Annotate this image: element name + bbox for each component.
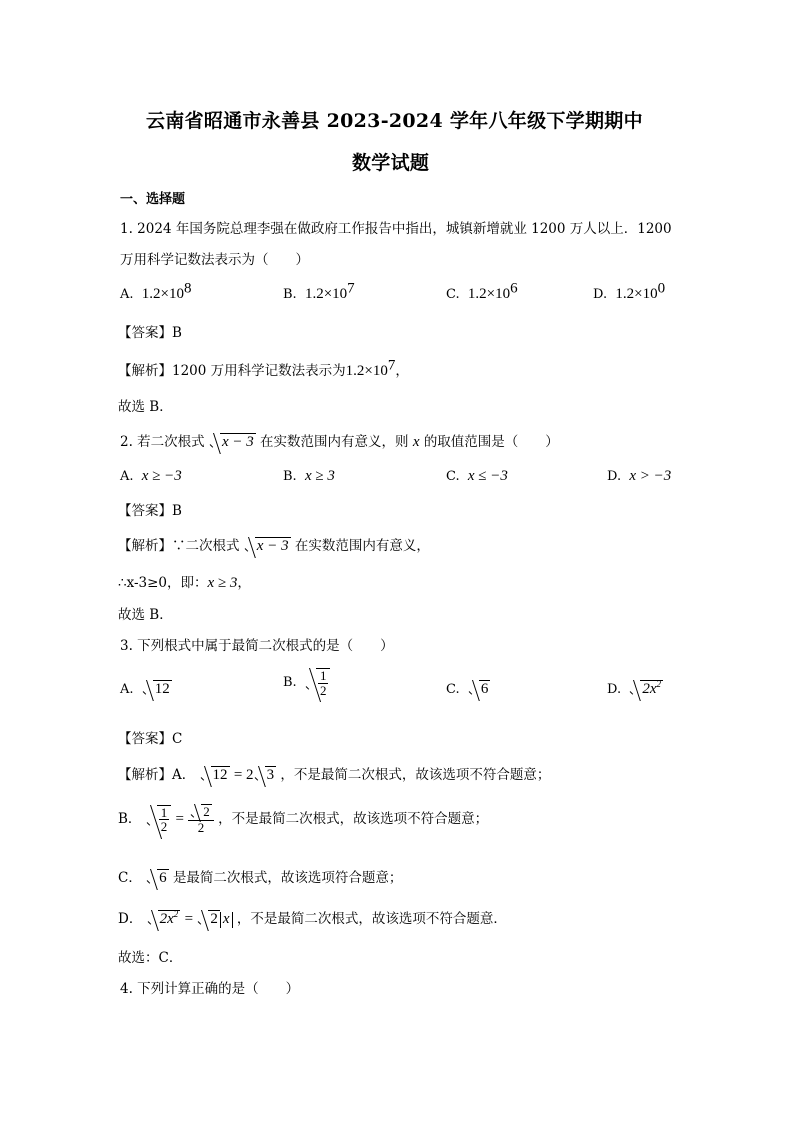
radicand: 6	[480, 681, 489, 697]
analysis-text: 【解析】∵二次根式	[118, 538, 240, 554]
analysis-text: 【解析】A．	[118, 767, 196, 783]
q1-analysis	[118, 359, 409, 380]
q1-option-b	[283, 280, 355, 303]
analysis-value: 1.2×10	[345, 363, 388, 379]
step-punct: ，	[237, 575, 251, 591]
q1-answer: 【答案】B	[118, 325, 182, 341]
option-exponent: 6	[510, 280, 518, 297]
variable: x	[412, 434, 420, 450]
q1-option-a	[120, 280, 192, 303]
option-label: D.	[607, 682, 622, 697]
radicand: 6	[159, 870, 167, 886]
q2-option-a	[120, 468, 182, 485]
q2-step	[118, 571, 251, 592]
radicand: x − 3	[256, 538, 289, 554]
sqrt-expression	[142, 680, 172, 698]
radicand: 2	[203, 804, 210, 819]
stem-text: 在实数范围内有意义，则	[260, 434, 409, 450]
option-label: C.	[446, 287, 460, 302]
sqrt-expression	[209, 433, 256, 451]
analysis-text: B．	[118, 810, 142, 827]
option-label: B.	[283, 675, 297, 691]
absolute-value: x	[220, 912, 233, 928]
q2-conclusion: 故选 B．	[118, 607, 173, 623]
q3-option-b	[283, 668, 330, 697]
sqrt-expression	[305, 668, 331, 697]
radicand: 3	[266, 767, 275, 783]
option-label: B.	[283, 469, 297, 484]
q2-option-c	[446, 468, 508, 485]
analysis-text: ，不是最简二次根式，故该选项不符合题意；	[280, 767, 551, 783]
fraction-denominator: 2	[160, 819, 168, 835]
radicand: $2x^2$	[159, 909, 179, 927]
option-label: C.	[446, 469, 460, 484]
q3-option-d	[607, 680, 663, 698]
fraction-numerator: 1	[319, 668, 327, 683]
option-label: A.	[120, 287, 134, 302]
q3-analysis-d	[118, 907, 507, 928]
option-label: D.	[607, 469, 622, 484]
option-label: A.	[120, 469, 134, 484]
q2-option-d	[607, 468, 671, 485]
q2-option-b	[283, 468, 335, 485]
analysis-text: D．	[118, 911, 143, 927]
radicand: x − 3	[221, 434, 254, 450]
section-heading: 一、选择题	[120, 192, 186, 207]
analysis-text: ，不是最简二次根式，故该选项不符合题意；	[218, 810, 489, 827]
analysis-text: 【解析】1200 万用科学记数法表示为	[118, 363, 346, 379]
sqrt-expression	[254, 766, 277, 784]
sqrt-expression	[629, 680, 663, 698]
q2-analysis	[118, 534, 430, 555]
analysis-text: ，不是最简二次根式，故该选项不符合题意．	[236, 911, 507, 927]
radicand	[316, 668, 331, 697]
equals: = 2	[233, 767, 254, 783]
option-label: B.	[283, 287, 297, 302]
option-label: C.	[446, 682, 460, 697]
option-exponent: 8	[184, 280, 192, 297]
q1-option-d	[593, 280, 666, 303]
option-value: 1.2×10	[304, 286, 348, 302]
analysis-exponent: 7	[387, 357, 396, 374]
q1-stem-line2: 万用科学记数法表示为（ ）	[120, 252, 309, 268]
q2-answer: 【答案】B	[118, 503, 182, 519]
fraction-numerator: 1	[160, 804, 168, 820]
page-title-line2: 数学试题	[352, 152, 430, 174]
sqrt-expression	[244, 537, 291, 555]
page-title-line1: 云南省昭通市永善县 2023-2024 学年八年级下学期期中	[146, 110, 643, 132]
option-label: D.	[593, 287, 608, 302]
option-value: x ≥ −3	[141, 468, 182, 484]
analysis-text: 在实数范围内有意义，	[294, 538, 430, 554]
option-value: 1.2×10	[467, 286, 511, 302]
sqrt-expression	[200, 766, 230, 784]
option-exponent: 0	[657, 280, 666, 297]
radicand: 12	[154, 681, 170, 697]
step-text: ∴x-3≥0，即：	[118, 575, 208, 591]
radicand: 12	[212, 767, 228, 783]
option-value: x > −3	[629, 468, 672, 484]
q1-stem-line1: 1. 2024 年国务院总理李强在做政府工作报告中指出，城镇新增就业 1200 万人以上．1200	[120, 221, 672, 237]
step-math: x ≥ 3	[207, 575, 238, 591]
option-value: 1.2×10	[141, 286, 185, 302]
analysis-text: C．	[118, 870, 142, 886]
q1-conclusion: 故选 B．	[118, 399, 173, 415]
exponent: 2	[656, 679, 662, 689]
sqrt-expression	[147, 910, 181, 928]
radicand: $2x^2$	[642, 679, 662, 697]
q3-analysis-b	[118, 804, 488, 835]
option-value: x ≤ −3	[467, 468, 508, 484]
sqrt-expression	[197, 910, 220, 928]
sqrt-expression	[468, 680, 491, 698]
q3-stem: 3. 下列根式中属于最简二次根式的是（ ）	[120, 638, 394, 654]
equals: =	[175, 810, 184, 827]
q3-analysis-c	[118, 866, 402, 887]
q3-answer: 【答案】C	[118, 731, 183, 747]
q3-conclusion: 故选：C．	[118, 950, 183, 966]
stem-text: 的取值范围是（ ）	[423, 434, 559, 450]
q1-option-c	[446, 280, 518, 303]
q2-stem	[120, 430, 559, 451]
equals: =	[184, 911, 194, 927]
radicand	[157, 805, 172, 834]
option-label: A.	[120, 682, 134, 697]
q3-option-a	[120, 680, 172, 698]
radicand: 2	[210, 911, 218, 927]
fraction-denominator: 2	[319, 682, 327, 698]
sqrt-expression	[146, 805, 172, 834]
analysis-punct: ，	[395, 363, 409, 379]
fraction	[188, 804, 214, 835]
exponent: 2	[173, 909, 179, 919]
q3-option-c	[446, 680, 490, 698]
q3-analysis-a	[118, 763, 550, 784]
option-value: 1.2×10	[615, 286, 658, 302]
fraction-denominator: 2	[197, 819, 205, 835]
option-exponent: 7	[347, 280, 355, 297]
stem-text: 2. 若二次根式	[120, 434, 205, 450]
analysis-text: 是最简二次根式，故该选项符合题意；	[172, 870, 403, 886]
sqrt-expression	[146, 869, 169, 887]
option-value: x ≥ 3	[304, 468, 335, 484]
q4-stem: 4. 下列计算正确的是（ ）	[120, 981, 300, 997]
